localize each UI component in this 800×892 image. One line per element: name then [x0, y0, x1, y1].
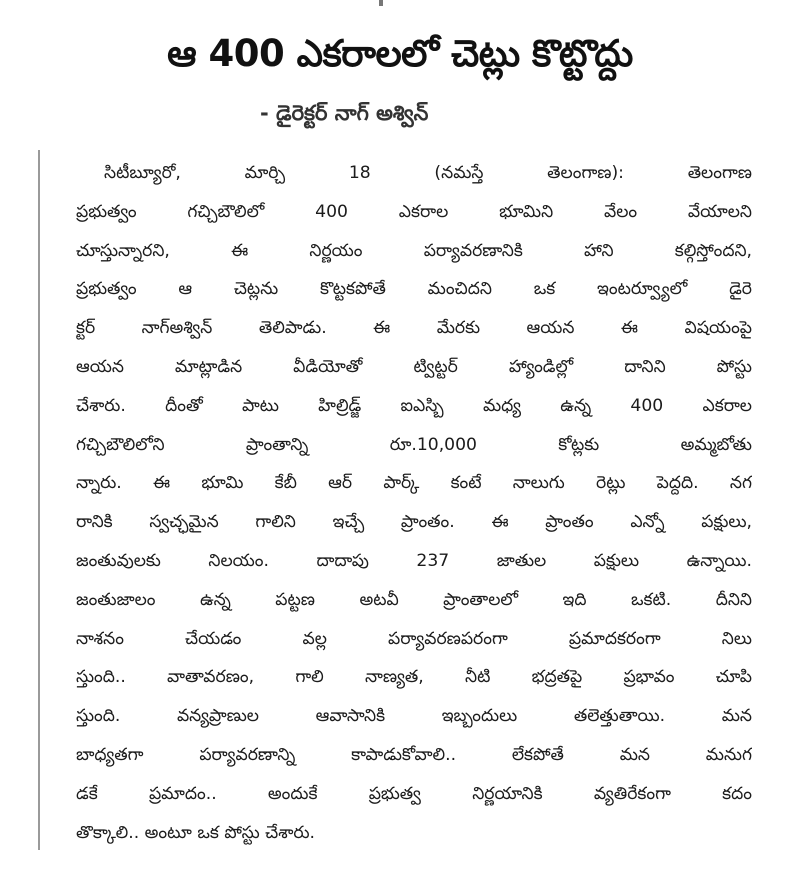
article-line: చేశారు. దీంతో పాటు హిల్రిడ్జ్ ఐఎస్బి మధ్య ఉన్న 400 ఎకరాల: [76, 395, 752, 416]
article-line: బాధ్యతగా పర్యావరణాన్ని కాపాడుకోవాలి.. లేకపోతే మన మనుగ: [76, 744, 752, 765]
article-byline: - డైరెక్టర్ నాగ్ అశ్విన్: [260, 101, 429, 125]
article-line: న్నారు. ఈ భూమి కేబీ ఆర్ పార్క్ కంటే నాలుగు రెట్లు పెద్దది. నగ: [76, 473, 752, 494]
article-line: సిటీబ్యూరో, మార్చి 18 (నమస్తే తెలంగాణ): తెలంగాణ: [104, 163, 752, 183]
article-line: జంతువులకు నిలయం. దాదాపు 237 జాతుల పక్షులు ఉన్నాయి.: [76, 550, 752, 571]
article-line: ప్రభుత్వం గచ్చిబౌలిలో 400 ఎకరాల భూమిని వేలం వేయాలని: [76, 201, 752, 222]
article-line: తొక్కాలి.. అంటూ ఒక పోస్టు చేశారు.: [76, 822, 315, 843]
article-line: ప్రభుత్వం ఆ చెట్లను కొట్టకపోతే మంచిదని ఒక ఇంటర్వ్యూలో డైరె: [76, 279, 752, 300]
article-line: రానికి స్వచ్ఛమైన గాలిని ఇచ్చే ప్రాంతం. ఈ ప్రాంతం ఎన్నో పక్షులు,: [76, 512, 752, 533]
column-rule: [38, 150, 40, 850]
article-line: స్తుంది.. వాతావరణం, గాలి నాణ్యత, నీటి భద్రతపై ప్రభావం చూపి: [76, 667, 752, 688]
article-line: నాశనం చేయడం వల్ల పర్యావరణపరంగా ప్రమాదకరంగా నిలు: [76, 628, 752, 649]
article-line: ఆయన మాట్లాడిన వీడియోతో ట్విట్టర్ హ్యాండిల్లో దానిని పోస్టు: [76, 356, 752, 377]
article-body: [76, 154, 752, 852]
article-line: క్టర్ నాగ్అశ్విన్ తెలిపాడు. ఈ మేరకు ఆయన ఈ విషయంపై: [76, 318, 752, 339]
article-headline: ఆ 400 ఎకరాలలో చెట్లు కొట్టొద్దు: [167, 32, 633, 75]
article-line: గచ్చిబౌలిలోని ప్రాంతాన్ని రూ.10,000 కోట్లకు అమ్మబోతు: [76, 434, 752, 455]
article-line: చూస్తున్నారని, ఈ నిర్ణయం పర్యావరణానికి హాని కల్గిస్తోందని,: [76, 240, 752, 261]
article-line: స్తుంది. వన్యప్రాణుల ఆవాసానికి ఇబ్బందులు తలెత్తుతాయి. మన: [76, 706, 752, 727]
article-line: జంతుజాలం ఉన్న పట్టణ అటవీ ప్రాంతాలలో ఇది ఒకటి. దీనిని: [76, 589, 752, 610]
top-edge-mark: [379, 0, 383, 6]
article-line: డకే ప్రమాదం.. అందుకే ప్రభుత్వ నిర్ణయానికి వ్యతిరేకంగా కదం: [76, 783, 752, 804]
